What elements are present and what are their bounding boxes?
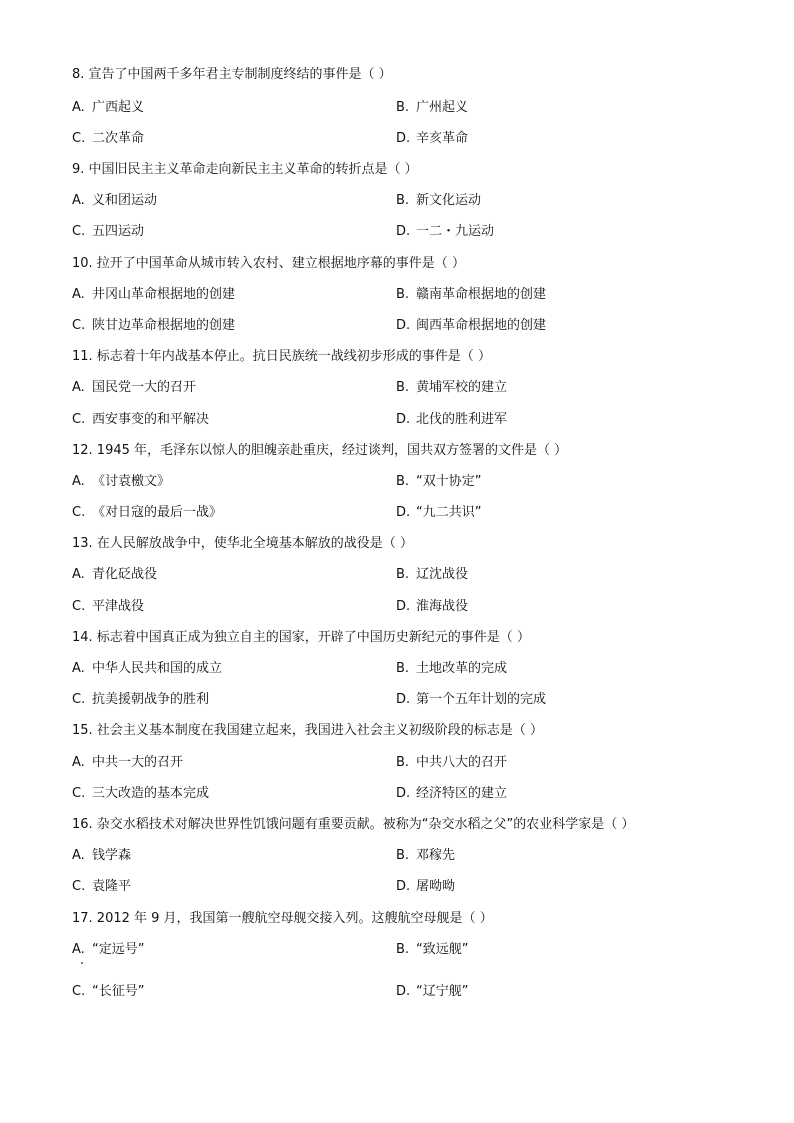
option-text: “双十协定” [416, 474, 482, 489]
option-text: 北伐的胜利进军 [416, 412, 508, 427]
option-letter: B. [396, 287, 410, 302]
question-13-option-a [72, 566, 157, 584]
option-letter: C. [72, 786, 86, 801]
question-16-option-a [72, 847, 131, 865]
stray-dot [81, 962, 83, 964]
option-text: 抗美援朝战争的胜利 [92, 692, 210, 707]
option-text: 义和团运动 [92, 193, 158, 208]
option-letter: A. [72, 661, 85, 676]
option-text: 青化砭战役 [92, 567, 158, 582]
question-14-option-c [72, 691, 209, 709]
option-letter: D. [396, 879, 411, 894]
option-letter: D. [396, 786, 411, 801]
option-text: 屠呦呦 [416, 879, 456, 894]
question-10-option-d [396, 317, 546, 335]
question-8-option-b [396, 99, 468, 117]
option-letter: C. [72, 224, 86, 239]
option-letter: B. [396, 380, 410, 395]
option-letter: D. [396, 599, 411, 614]
question-12-option-a [72, 473, 170, 491]
question-10-option-c [72, 317, 235, 335]
option-text: 辛亥革命 [416, 131, 469, 146]
option-letter: D. [396, 984, 411, 999]
question-15-option-d [396, 785, 507, 803]
option-text: 钱学森 [92, 848, 132, 863]
question-13-option-c [72, 598, 144, 616]
option-text: 国民党一大的召开 [92, 380, 197, 395]
question-14-option-a [72, 660, 222, 678]
option-text: 闽西革命根据地的创建 [416, 318, 547, 333]
option-letter: D. [396, 692, 411, 707]
option-text: 淮海战役 [416, 599, 469, 614]
option-text: 二次革命 [92, 131, 145, 146]
question-15-option-c [72, 785, 209, 803]
question-9-stem: 9. 中国旧民主主义革命走向新民主主义革命的转折点是（ ） [72, 162, 418, 177]
question-10-option-b [396, 286, 546, 304]
option-letter: D. [396, 505, 411, 520]
option-letter: A. [72, 755, 85, 770]
option-letter: A. [72, 567, 85, 582]
question-13-stem: 13. 在人民解放战争中，使华北全境基本解放的战役是（ ） [72, 536, 413, 551]
question-14-option-b [396, 660, 507, 678]
question-12-option-d [396, 504, 481, 522]
option-text: 新文化运动 [416, 193, 482, 208]
option-text: 赣南革命根据地的创建 [416, 287, 547, 302]
option-letter: D. [396, 224, 411, 239]
option-letter: B. [396, 942, 410, 957]
question-8-option-d [396, 130, 468, 148]
question-11-option-a [72, 379, 196, 397]
option-letter: A. [72, 193, 85, 208]
option-text: 《对日寇的最后一战》 [92, 505, 223, 520]
question-12-stem: 12. 1945 年，毛泽东以惊人的胆魄亲赴重庆，经过谈判，国共双方签署的文件是（ ） [72, 443, 568, 458]
question-13-option-d [396, 598, 468, 616]
option-text: 经济特区的建立 [416, 786, 508, 801]
option-letter: C. [72, 879, 86, 894]
option-text: 《讨袁檄文》 [92, 474, 171, 489]
question-8-option-c [72, 130, 144, 148]
option-text: 中共八大的召开 [416, 755, 508, 770]
option-letter: A. [72, 942, 85, 957]
question-14-stem: 14. 标志着中国真正成为独立自主的国家，开辟了中国历史新纪元的事件是（ ） [72, 630, 530, 645]
question-10-stem: 10. 拉开了中国革命从城市转入农村、建立根据地序幕的事件是（ ） [72, 256, 465, 271]
option-letter: A. [72, 287, 85, 302]
option-text: “长征号” [92, 984, 145, 999]
option-text: 西安事变的和平解决 [92, 412, 210, 427]
question-17-option-a [72, 941, 144, 959]
option-letter: C. [72, 505, 86, 520]
option-text: 平津战役 [92, 599, 145, 614]
option-text: 五四运动 [92, 224, 145, 239]
option-letter: D. [396, 318, 411, 333]
option-letter: B. [396, 755, 410, 770]
question-16-option-b [396, 847, 455, 865]
question-16-option-d [396, 878, 455, 896]
option-text: 袁隆平 [92, 879, 132, 894]
question-15-stem: 15. 社会主义基本制度在我国建立起来，我国进入社会主义初级阶段的标志是（ ） [72, 723, 543, 738]
question-12-option-c [72, 504, 222, 522]
option-letter: A. [72, 100, 85, 115]
question-8-stem: 8. 宣告了中国两千多年君主专制制度终结的事件是（ ） [72, 67, 392, 82]
option-letter: B. [396, 848, 410, 863]
option-text: 三大改造的基本完成 [92, 786, 210, 801]
option-letter: C. [72, 599, 86, 614]
option-text: 一二・九运动 [416, 224, 495, 239]
option-text: “致远舰” [416, 942, 469, 957]
option-text: 广州起义 [416, 100, 469, 115]
question-17-stem: 17. 2012 年 9 月，我国第一艘航空母舰交接入列。这艘航空母舰是（ ） [72, 911, 493, 926]
question-9-option-a [72, 192, 157, 210]
option-letter: A. [72, 380, 85, 395]
question-16-stem: 16. 杂交水稻技术对解决世界性饥饿问题有重要贡献。被称为“杂交水稻之父”的农业科学家是（ ） [72, 817, 635, 832]
question-11-option-b [396, 379, 507, 397]
question-8-option-a [72, 99, 144, 117]
option-text: 黄埔军校的建立 [416, 380, 508, 395]
option-letter: C. [72, 131, 86, 146]
option-text: “定远号” [92, 942, 145, 957]
option-letter: C. [72, 984, 86, 999]
option-text: 土地改革的完成 [416, 661, 508, 676]
question-16-option-c [72, 878, 131, 896]
question-15-option-b [396, 754, 507, 772]
question-11-option-c [72, 411, 209, 429]
option-text: 辽沈战役 [416, 567, 469, 582]
option-letter: B. [396, 193, 410, 208]
option-letter: B. [396, 100, 410, 115]
option-letter: B. [396, 474, 410, 489]
question-14-option-d [396, 691, 546, 709]
option-text: 井冈山革命根据地的创建 [92, 287, 236, 302]
option-text: 中共一大的召开 [92, 755, 184, 770]
option-letter: A. [72, 848, 85, 863]
question-17-option-b [396, 941, 468, 959]
option-letter: B. [396, 661, 410, 676]
option-text: 广西起义 [92, 100, 145, 115]
question-11-stem: 11. 标志着十年内战基本停止。抗日民族统一战线初步形成的事件是（ ） [72, 349, 491, 364]
question-17-option-d [396, 983, 468, 1001]
question-10-option-a [72, 286, 235, 304]
option-letter: C. [72, 318, 86, 333]
question-13-option-b [396, 566, 468, 584]
question-9-option-c [72, 223, 144, 241]
question-11-option-d [396, 411, 507, 429]
option-letter: A. [72, 474, 85, 489]
option-text: 邓稼先 [416, 848, 456, 863]
question-9-option-b [396, 192, 481, 210]
question-17-option-c [72, 983, 144, 1001]
option-text: “辽宁舰” [416, 984, 469, 999]
question-15-option-a [72, 754, 183, 772]
option-letter: D. [396, 131, 411, 146]
option-letter: B. [396, 567, 410, 582]
option-letter: C. [72, 692, 86, 707]
option-text: “九二共识” [416, 505, 482, 520]
option-letter: D. [396, 412, 411, 427]
option-text: 中华人民共和国的成立 [92, 661, 223, 676]
question-12-option-b [396, 473, 481, 491]
option-letter: C. [72, 412, 86, 427]
option-text: 陕甘边革命根据地的创建 [92, 318, 236, 333]
question-9-option-d [396, 223, 494, 241]
option-text: 第一个五年计划的完成 [416, 692, 547, 707]
